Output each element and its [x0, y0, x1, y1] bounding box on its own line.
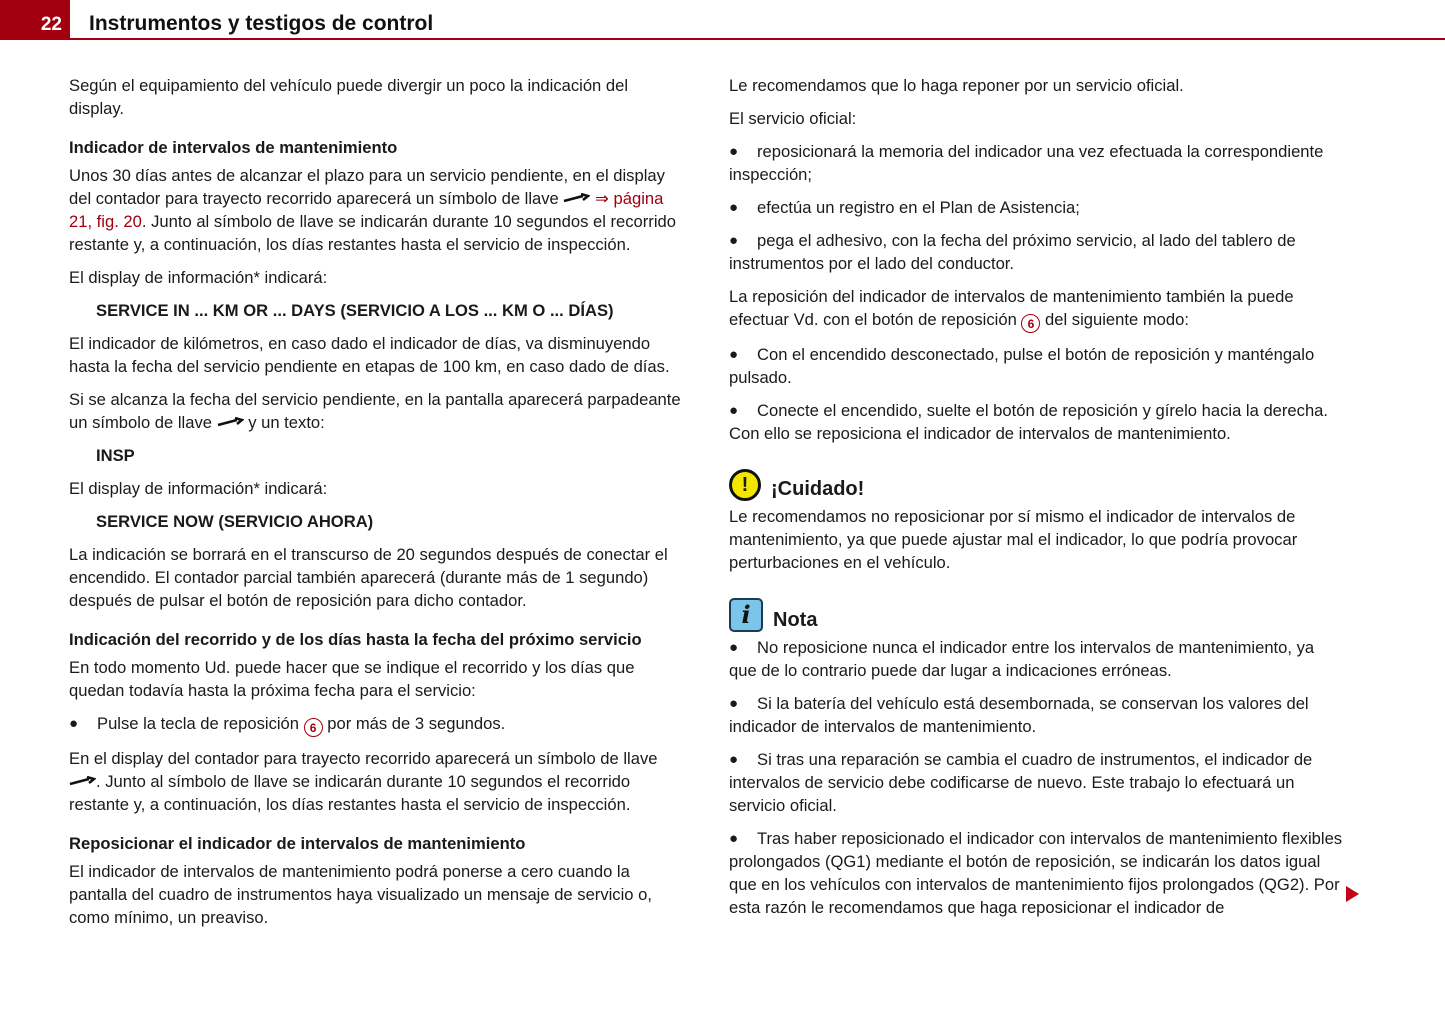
bullet-icon: ●: [729, 199, 739, 216]
list-item: [729, 343, 1344, 389]
text: del siguiente modo:: [1040, 310, 1189, 329]
paragraph: El display de información* indicará:: [69, 479, 328, 498]
bullet-icon: ●: [729, 751, 739, 768]
text: Conecte el encendido, suelte el botón de reposición y gírelo hacia la derecha. Con ello se reposiciona el indicador de intervalos de mantenimiento.: [729, 401, 1329, 443]
list-item: [729, 229, 1344, 275]
section-heading: Reposicionar el indicador de intervalos de mantenimiento: [69, 834, 526, 853]
reset-button-ref-icon: 6: [304, 718, 323, 737]
list-item: [69, 712, 681, 737]
display-message: SERVICE IN ... KM OR ... DAYS (SERVICIO A LOS ... KM O ... DÍAS): [96, 301, 614, 320]
bullet-icon: ●: [729, 830, 739, 847]
bullet-icon: ●: [729, 346, 739, 363]
wrench-icon: [69, 776, 96, 786]
bullet-icon: ●: [729, 232, 739, 249]
right-column: [729, 74, 1344, 929]
warning-title: ¡Cuidado!: [771, 478, 865, 500]
text: . Junto al símbolo de llave se indicarán durante 10 segundos el recorrido restante y, a continuación, los días restantes hasta el servicio de inspección.: [69, 772, 631, 814]
paragraph: [729, 285, 1344, 333]
bullet-icon: ●: [729, 695, 739, 712]
paragraph: Según el equipamiento del vehículo puede divergir un poco la indicación del display.: [69, 76, 629, 118]
wrench-icon: [563, 193, 590, 203]
text: Si se alcanza la fecha del servicio pendiente, en la pantalla aparecerá parpadeante un símbolo de llave: [69, 390, 681, 432]
paragraph: El servicio oficial:: [729, 109, 857, 128]
note-item: [729, 748, 1344, 817]
wrench-icon: [217, 417, 244, 427]
warning-icon: !: [729, 469, 761, 501]
warning-heading: [729, 469, 1344, 501]
list-item: [729, 399, 1344, 445]
text: reposicionará la memoria del indicador una vez efectuada la correspondiente inspección;: [729, 142, 1324, 184]
text: Tras haber reposicionado el indicador con intervalos de mantenimiento flexibles prolongados (QG1) mediante el botón de reposición, se indicarán los datos igual que en los vehículos con intervalos de mantenimiento fijos prolongados (QG2). Por esta razón le recomendamos que haga reposicionar el indicador de: [729, 829, 1343, 917]
reset-button-ref-icon: 6: [1021, 314, 1040, 333]
section-heading: Indicación del recorrido y de los días hasta la fecha del próximo servicio: [69, 630, 642, 649]
info-icon: i: [729, 598, 763, 632]
text: Con el encendido desconectado, pulse el botón de reposición y manténgalo pulsado.: [729, 345, 1315, 387]
bullet-icon: ●: [729, 143, 739, 160]
text: por más de 3 segundos.: [322, 714, 506, 733]
text: No reposicione nunca el indicador entre los intervalos de mantenimiento, ya que de lo contrario puede dar lugar a indicaciones erróneas.: [729, 638, 1315, 680]
warning-text: Le recomendamos no reposicionar por sí mismo el indicador de intervalos de mantenimiento, ya que puede ajustar mal el indicador, lo que podría provocar perturbaciones en el vehículo.: [729, 507, 1298, 572]
note-item: [729, 827, 1344, 919]
paragraph: [69, 164, 681, 256]
paragraph: En todo momento Ud. puede hacer que se indique el recorrido y los días que quedan todavía hasta la próxima fecha para el servicio:: [69, 658, 635, 700]
text: Si la batería del vehículo está desembornada, se conservan los valores del indicador de intervalos de mantenimiento.: [729, 694, 1309, 736]
text: . Junto al símbolo de llave se indicarán durante 10 segundos el recorrido restante y, a continuación, los días restantes hasta el servicio de inspección.: [69, 212, 676, 254]
page-title: Instrumentos y testigos de control: [89, 12, 434, 35]
bullet-icon: ●: [729, 402, 739, 419]
text: y un texto:: [243, 413, 325, 432]
note-title: Nota: [773, 609, 818, 631]
text: Pulse la tecla de reposición: [97, 714, 304, 733]
page-number: 22: [0, 0, 70, 40]
text: La reposición del indicador de intervalos de mantenimiento también la puede efectuar Vd. con el botón de reposición: [729, 287, 1294, 329]
paragraph: El indicador de intervalos de mantenimiento podrá ponerse a cero cuando la pantalla del cuadro de instrumentos haya visualizado un mensaje de servicio o, como mínimo, un preaviso.: [69, 862, 652, 927]
bullet-icon: ●: [69, 715, 79, 732]
continue-arrow-icon: [1346, 886, 1359, 902]
list-item: [729, 140, 1344, 186]
display-message: INSP: [96, 446, 135, 465]
text: Si tras una reparación se cambia el cuadro de instrumentos, el indicador de intervalos de servicio debe codificarse de nuevo. Este trabajo lo efectuará un servicio oficial.: [729, 750, 1313, 815]
paragraph: Le recomendamos que lo haga reponer por un servicio oficial.: [729, 76, 1184, 95]
paragraph: [69, 747, 681, 816]
header-rule: [70, 38, 1445, 40]
list-item: [729, 196, 1344, 219]
bullet-icon: ●: [729, 639, 739, 656]
paragraph: [69, 388, 681, 434]
display-message: SERVICE NOW (SERVICIO AHORA): [96, 512, 374, 531]
note-item: [729, 636, 1344, 682]
text: En el display del contador para trayecto recorrido aparecerá un símbolo de llave: [69, 749, 658, 768]
note-heading: [729, 598, 1344, 632]
section-heading: Indicador de intervalos de mantenimiento: [69, 138, 398, 157]
paragraph: El display de información* indicará:: [69, 268, 328, 287]
left-column: [69, 74, 681, 939]
text: Unos 30 días antes de alcanzar el plazo para un servicio pendiente, en el display del contador para trayecto recorrido aparecerá un símbolo de llave: [69, 166, 665, 208]
text: efectúa un registro en el Plan de Asistencia;: [757, 198, 1080, 217]
page-reference-link[interactable]: ⇒ página 21, fig. 20: [69, 189, 664, 231]
note-item: [729, 692, 1344, 738]
paragraph: El indicador de kilómetros, en caso dado el indicador de días, va disminuyendo hasta la fecha del servicio pendiente en etapas de 100 km, en caso dado de días.: [69, 334, 670, 376]
text: pega el adhesivo, con la fecha del próximo servicio, al lado del tablero de instrumentos por el lado del conductor.: [729, 231, 1296, 273]
paragraph: La indicación se borrará en el transcurso de 20 segundos después de conectar el encendido. El contador parcial también aparecerá (durante más de 1 segundo) después de pulsar el botón de reposición para dicho contador.: [69, 545, 668, 610]
